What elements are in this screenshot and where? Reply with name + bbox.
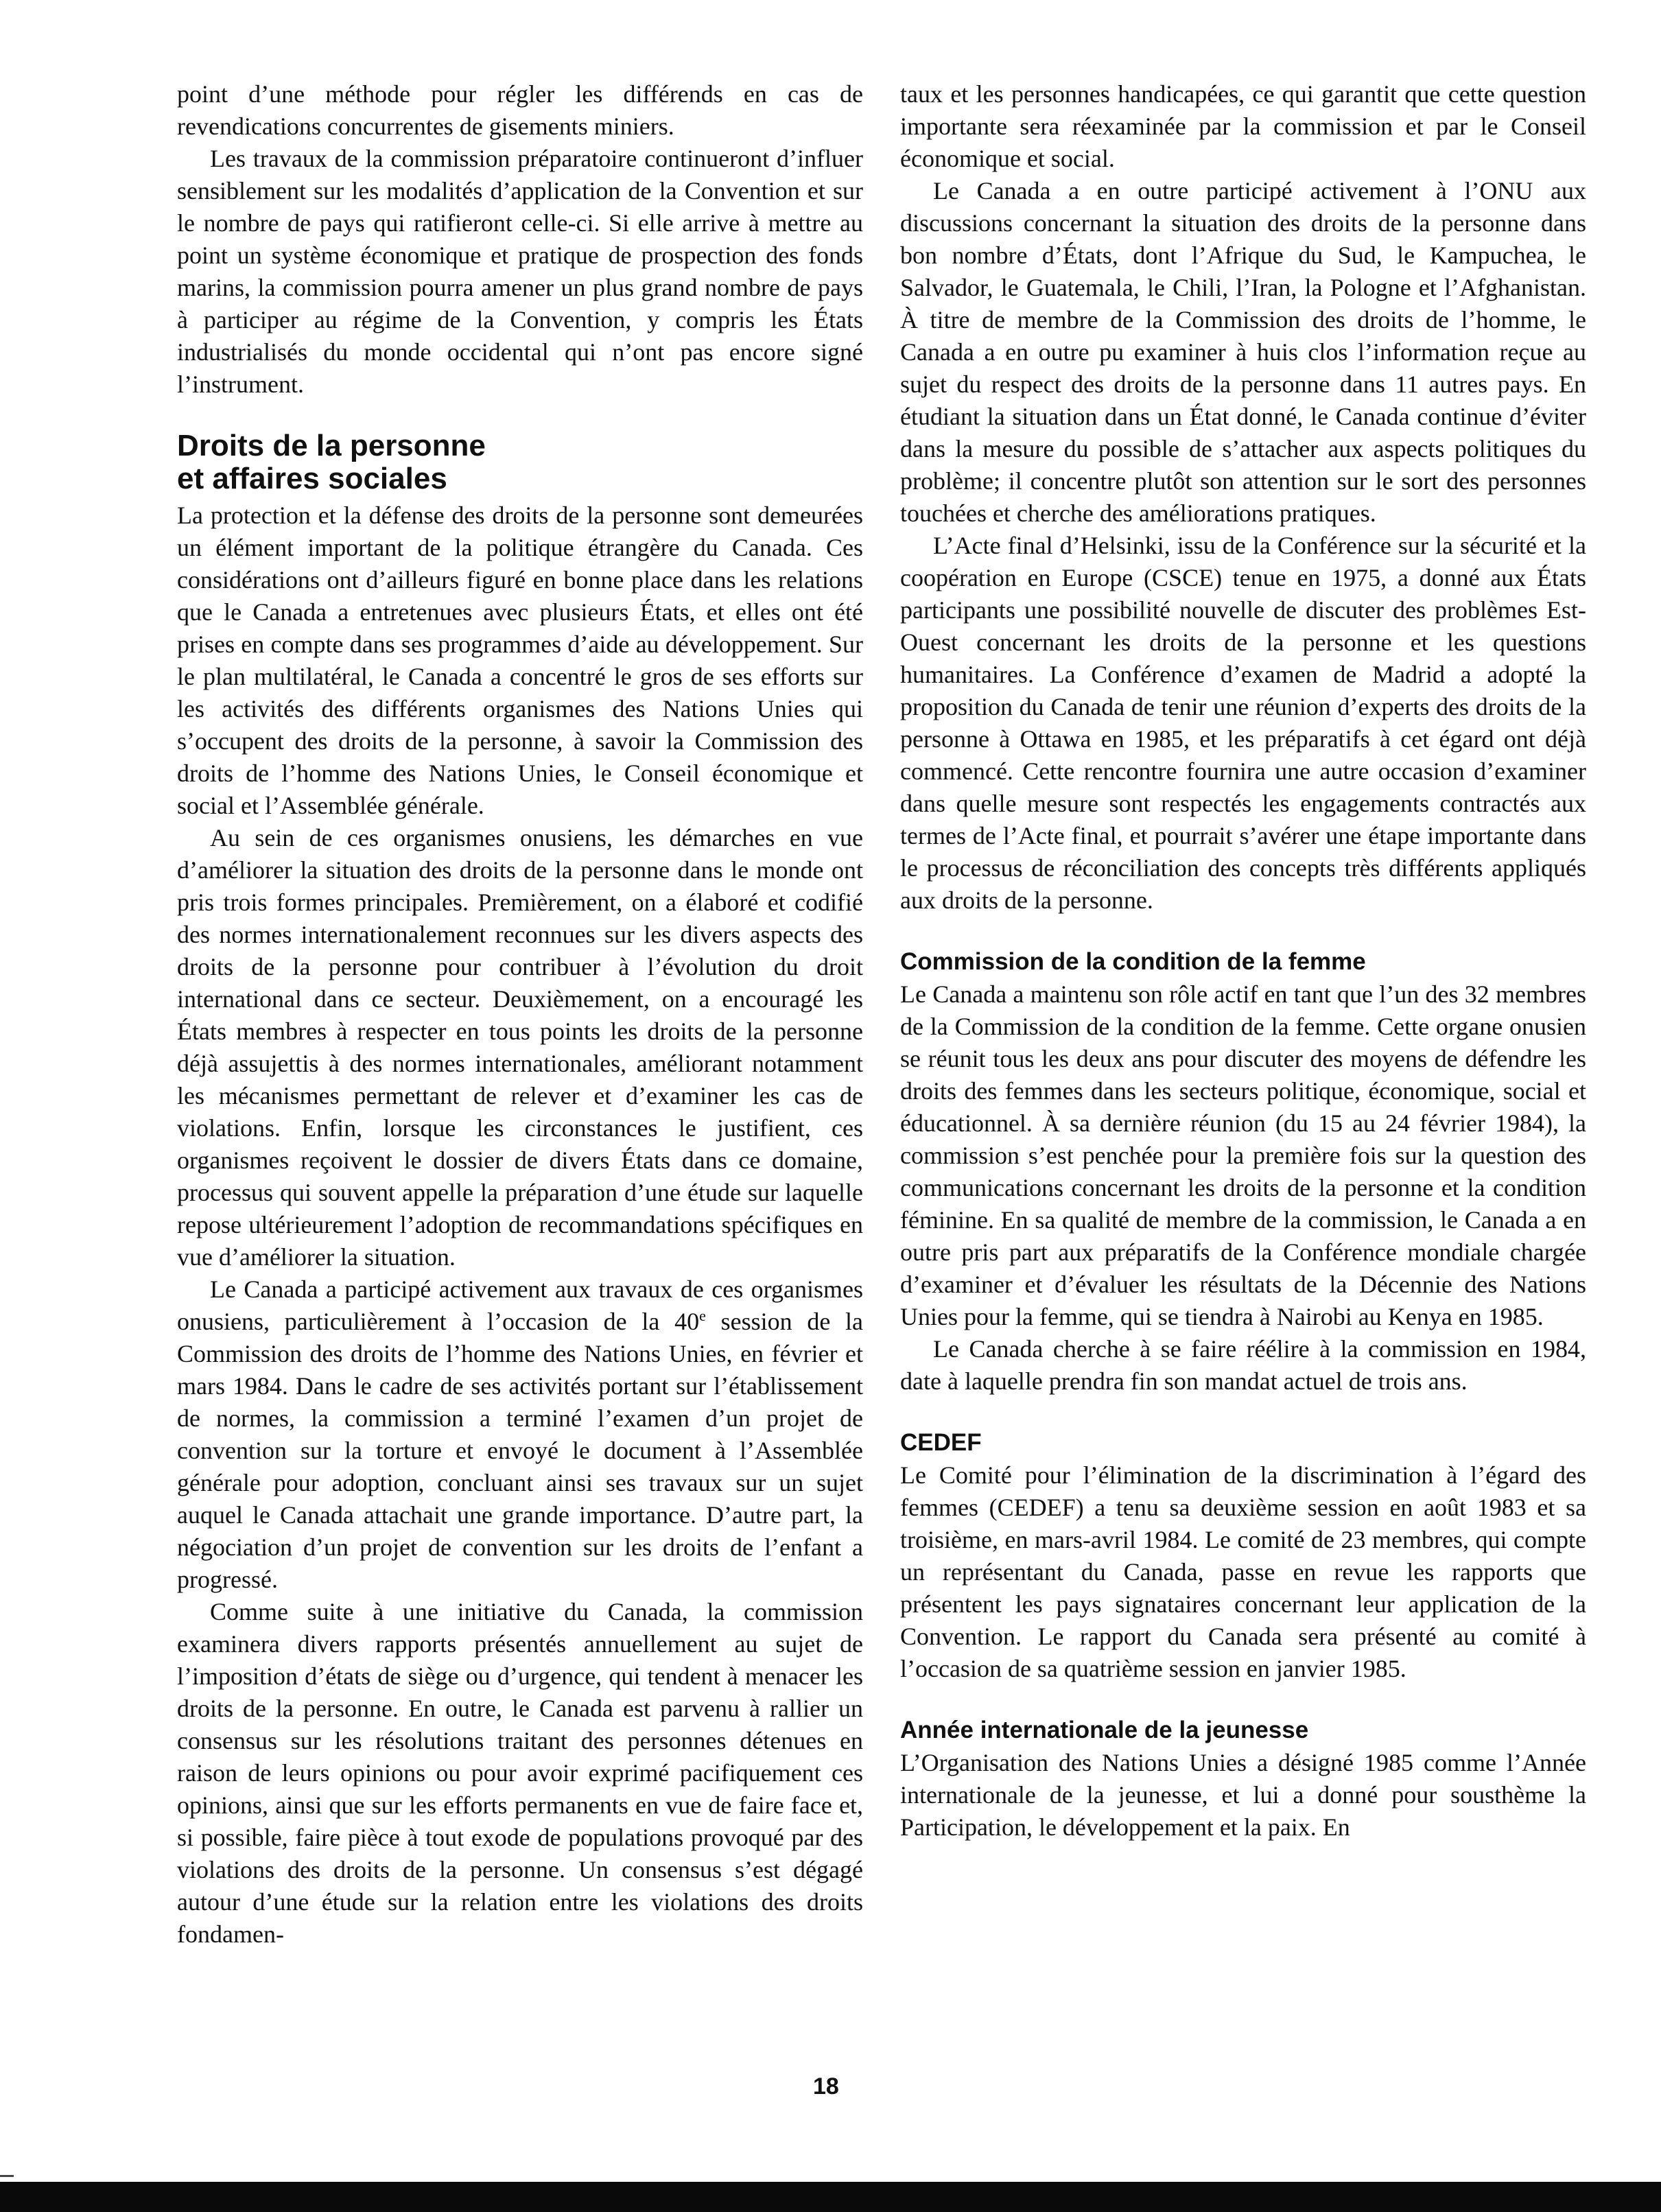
body-paragraph: L’Organisation des Nations Unies a désigné 1985 comme l’Année internationale de la jeunesse, et lui a donné pour sousthème la Participation, le développement et la paix. En <box>900 1749 1586 1841</box>
section-heading: Droits de la personne et affaires sociales <box>177 429 486 495</box>
page-number: 18 <box>813 2073 839 2099</box>
body-paragraph: L’Acte final d’Helsinki, issu de la Conférence sur la sécurité et la coopération en Europe (CSCE) tenue en 1975, a donné aux États participants une possibilité nouvelle de discuter des problèmes Est-Ouest concernant les droits de la personne et les questions humanitaires. La Conférence d’examen de Madrid a adopté la proposition du Canada de tenir une réunion d’experts des droits de la personne à Ottawa en 1985, et les préparatifs à cet égard ont déjà commencé. Cette rencontre fournira une autre occasion d’examiner dans quelle mesure sont respectés les engagements contractés aux termes de l’Acte final, et pourrait s’avérer une étape importante dans le processus de réconciliation des concepts très différents appliqués aux droits de la personne. <box>900 532 1586 914</box>
text-run: session de la Commission des droits de l’homme des Nations Unies, en février et mars 1984. Dans le cadre de ses activités portant sur l’établissement de normes, la commission a terminé l’examen d’un projet de convention sur la torture et envoyé le document à l’Assemblée générale pour adoption, concluant ainsi ses travaux sur un sujet auquel le Canada attachait une grande importance. D’autre part, la négociation d’un projet de convention sur les droits de l’enfant a progressé. <box>177 1308 863 1593</box>
scan-bottom-edge <box>0 2182 1661 2212</box>
body-paragraph: Les travaux de la commission préparatoire continueront d’influer sensiblement sur les modalités d’application de la Convention et sur le nombre de pays qui ratifieront celle-ci. Si elle arrive à mettre au point un système économique et pratique de prospection des fonds marins, la commission pourra amener un plus grand nombre de pays à participer au régime de la Convention, y compris les États industrialisés du monde occidental qui n’ont pas encore signé l’instrument. <box>177 145 863 398</box>
body-paragraph: Le Comité pour l’élimination de la discrimination à l’égard des femmes (CEDEF) a tenu sa deuxième session en août 1983 et sa troisième, en mars-avril 1984. Le comité de 23 membres, qui compte un représentant du Canada, passe en revue les rapports que présentent les pays signataires concernant leur application de la Convention. Le rapport du Canada sera présenté au comité à l’occasion de sa quatrième session en janvier 1985. <box>900 1461 1586 1682</box>
body-paragraph: Comme suite à une initiative du Canada, la commission examinera divers rapports présentés annuellement au sujet de l’imposition d’états de siège ou d’urgence, qui tendent à menacer les droits de la personne. En outre, le Canada est parvenu à rallier un consensus sur les résolutions traitant des personnes détenues en raison de leurs opinions ou pour avoir exprimé pacifiquement ces opinions, ainsi que sur les efforts permanents en vue de faire face et, si possible, faire pièce à tout exode de populations provoqué par des violations des droits de la personne. Un consensus s’est dégagé autour d’une étude sur la relation entre les violations des droits fondamen- <box>177 1598 863 1948</box>
body-paragraph: Au sein de ces organismes onusiens, les démarches en vue d’améliorer la situation des droits de la personne dans le monde ont pris trois formes principales. Premièrement, on a élaboré et codifié des normes internationalement reconnues sur les divers aspects des droits de la personne pour contribuer à l’évolution du droit international dans ce secteur. Deuxièmement, on a encouragé les États membres à respecter en tous points les droits de la personne déjà assujettis à des normes internationales, améliorant notamment les mécanismes permettant de relever et d’examiner les cas de violations. Enfin, lorsque les circonstances le justifient, ces organismes reçoivent le dossier de divers États dans ce domaine, processus qui souvent appelle la préparation d’une étude sur laquelle repose ultérieurement l’adoption de recommandations spécifiques en vue d’améliorer la situation. <box>177 824 863 1271</box>
body-paragraph: Le Canada a en outre participé activement à l’ONU aux discussions concernant la situation des droits de la personne dans bon nombre d’États, dont l’Afrique du Sud, le Kampuchea, le Salvador, le Guatemala, le Chili, l’Iran, la Pologne et l’Afghanistan. À titre de membre de la Commission des droits de l’homme, le Canada a en outre pu examiner à huis clos l’information reçue au sujet du respect des droits de la personne dans 11 autres pays. En étudiant la situation dans un État donné, le Canada continue d’éviter dans la mesure du possible de s’attacher aux aspects politiques du problème; il concentre plutôt son attention sur le sort des personnes touchées et cherche des améliorations pratiques. <box>900 177 1586 527</box>
scan-artifact <box>0 2175 14 2177</box>
right-column <box>900 78 1586 1844</box>
subsection-heading: Année internationale de la jeunesse <box>900 1717 1309 1743</box>
subsection-heading: CEDEF <box>900 1429 982 1456</box>
body-paragraph: Le Canada a maintenu son rôle actif en tant que l’un des 32 membres de la Commission de la condition de la femme. Cette organe onusien se réunit tous les deux ans pour discuter des moyens de défendre les droits des femmes dans les secteurs politique, économique, social et éducationnel. À sa dernière réunion (du 15 au 24 février 1984), la commission s’est penchée pour la première fois sur la question des communications concernant les droits de la personne et la condition féminine. En sa qualité de membre de la commission, le Canada a en outre pris part aux préparatifs de la Conférence mondiale chargée d’examiner et d’évaluer les résultats de la Décennie des Nations Unies pour la femme, qui se tiendra à Nairobi au Kenya en 1985. <box>900 980 1586 1330</box>
left-column <box>177 78 863 1951</box>
body-paragraph: Le Canada cherche à se faire réélire à la commission en 1984, date à laquelle prendra fin son mandat actuel de trois ans. <box>900 1335 1586 1395</box>
body-paragraph: taux et les personnes handicapées, ce qui garantit que cette question importante sera réexaminée par la commission et par le Conseil économique et social. <box>900 80 1586 172</box>
body-paragraph: point d’une méthode pour régler les différends en cas de revendications concurrentes de gisements miniers. <box>177 80 863 140</box>
superscript: e <box>699 1307 706 1324</box>
subsection-heading: Commission de la condition de la femme <box>900 948 1366 975</box>
body-paragraph <box>177 1273 863 1596</box>
text-run: Le Canada a participé activement aux travaux de ces organismes onusiens, particulièrement à l’occasion de la 40 <box>177 1275 863 1335</box>
body-paragraph: La protection et la défense des droits de la personne sont demeurées un élément important de la politique étrangère du Canada. Ces considérations ont d’ailleurs figuré en bonne place dans les relations que le Canada a entretenues avec plusieurs États, et elles ont été prises en compte dans ses programmes d’aide au développement. Sur le plan multilatéral, le Canada a concentré le gros de ses efforts sur les activités des différents organismes des Nations Unies qui s’occupent des droits de la personne, à savoir la Commission des droits de l’homme des Nations Unies, le Conseil économique et social et l’Assemblée générale. <box>177 502 863 819</box>
